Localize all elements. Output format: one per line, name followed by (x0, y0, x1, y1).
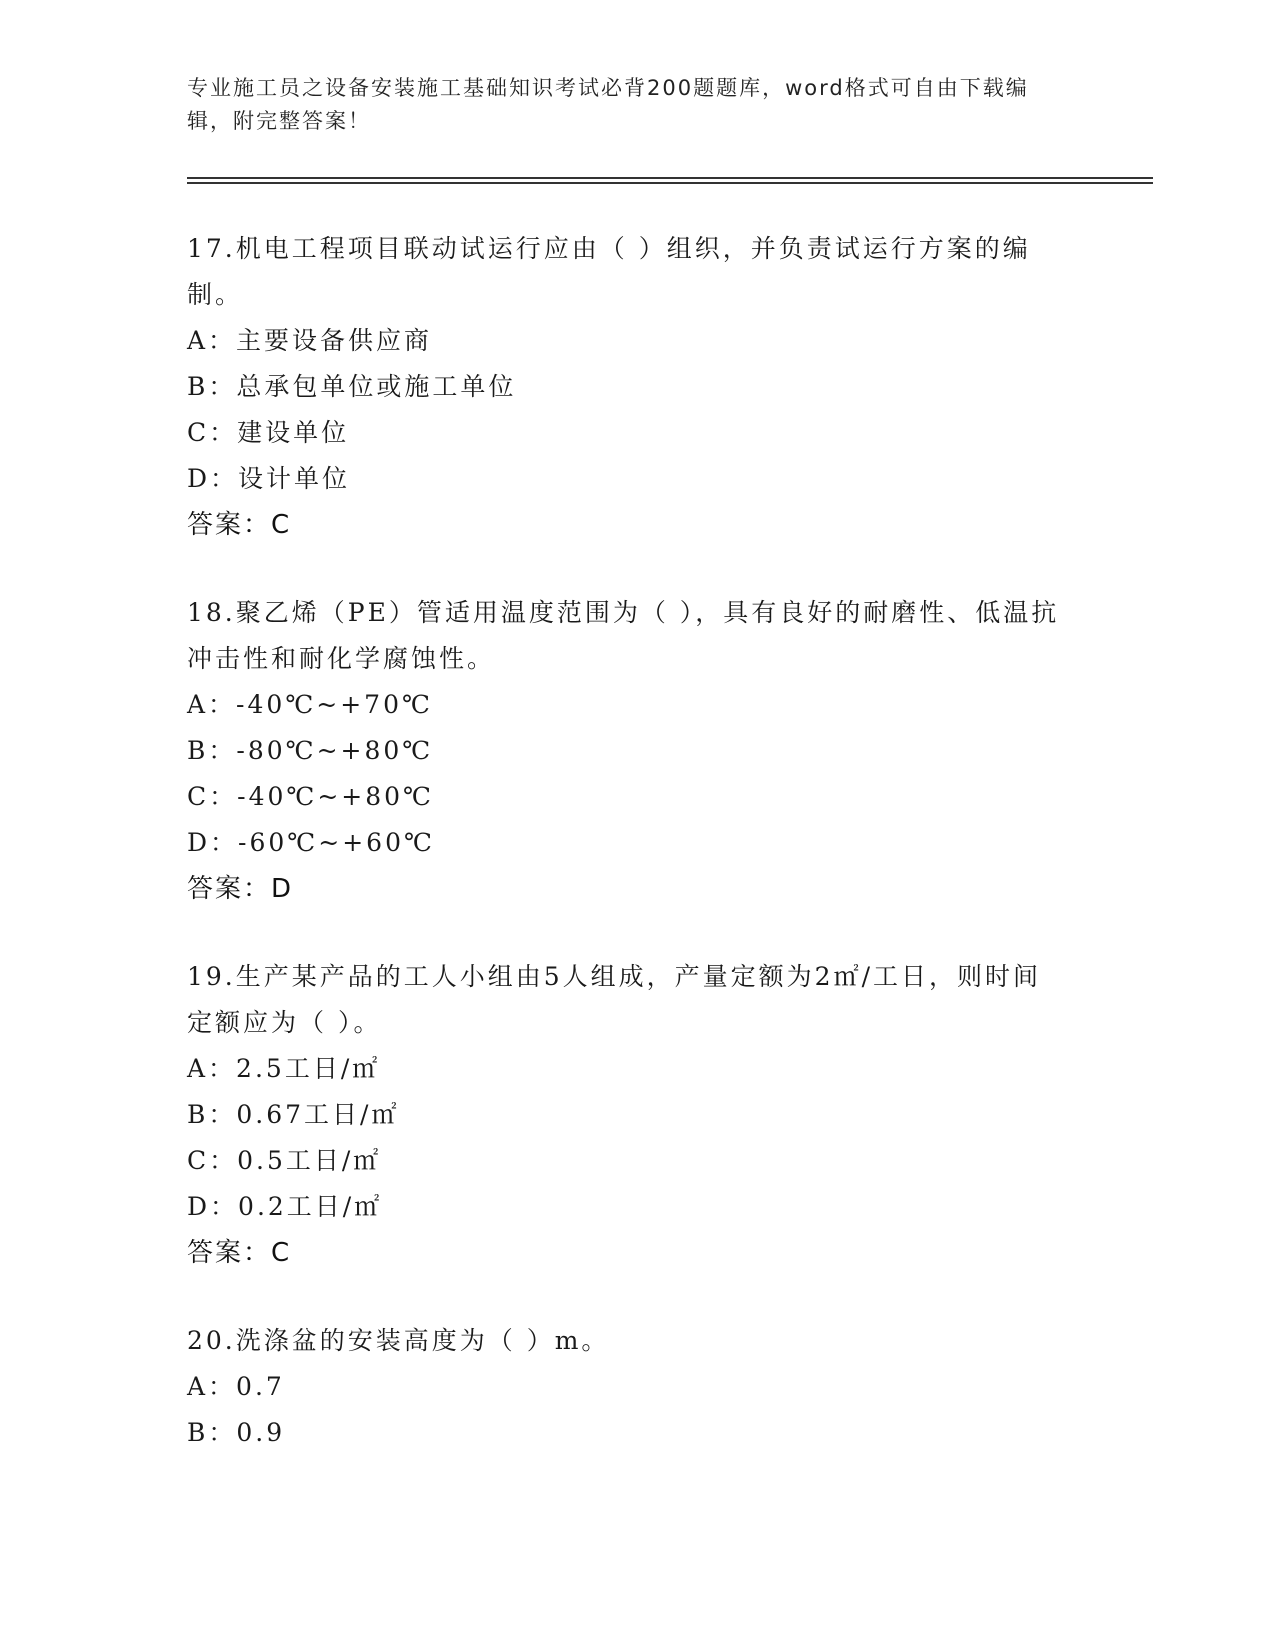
question-18 (187, 590, 1067, 912)
option-b: B：0.9 (187, 1418, 286, 1447)
question-19 (187, 954, 1067, 1276)
option-a: A：主要设备供应商 (187, 326, 433, 355)
question-text: 18.聚乙烯（PE）管适用温度范围为（ ），具有良好的耐磨性、低温抗冲击性和耐化学腐蚀性。 (187, 598, 1060, 673)
option-c: C：-40℃~+80℃ (187, 782, 435, 811)
option-c: C：建设单位 (187, 418, 350, 447)
option-d: D：设计单位 (187, 464, 351, 493)
option-a: A：-40℃~+70℃ (187, 690, 433, 719)
option-d: D：0.2工日/㎡ (187, 1192, 383, 1221)
question-text: 19.生产某产品的工人小组由5人组成，产量定额为2㎡/工日，则时间定额应为（ ）。 (187, 962, 1041, 1037)
option-c: C：0.5工日/㎡ (187, 1146, 382, 1175)
answer: 答案：C (187, 510, 292, 540)
option-b: B：-80℃~+80℃ (187, 736, 434, 765)
question-17 (187, 226, 1067, 548)
option-d: D：-60℃~+60℃ (187, 828, 435, 857)
header-divider-top (187, 177, 1153, 179)
question-20 (187, 1318, 1067, 1456)
answer: 答案：D (187, 874, 294, 904)
header-divider-bottom (187, 182, 1153, 184)
document-header: 专业施工员之设备安装施工基础知识考试必背200题题库，word格式可自由下载编辑，附完整答案！ (187, 76, 1029, 133)
option-a: A：2.5工日/㎡ (187, 1054, 381, 1083)
option-b: B：0.67工日/㎡ (187, 1100, 400, 1129)
option-b: B：总承包单位或施工单位 (187, 372, 517, 401)
question-text: 17.机电工程项目联动试运行应由（ ）组织，并负责试运行方案的编制。 (187, 234, 1031, 309)
question-text: 20.洗涤盆的安装高度为（ ）m。 (187, 1326, 610, 1355)
option-a: A：0.7 (187, 1372, 285, 1401)
answer: 答案：C (187, 1238, 292, 1268)
